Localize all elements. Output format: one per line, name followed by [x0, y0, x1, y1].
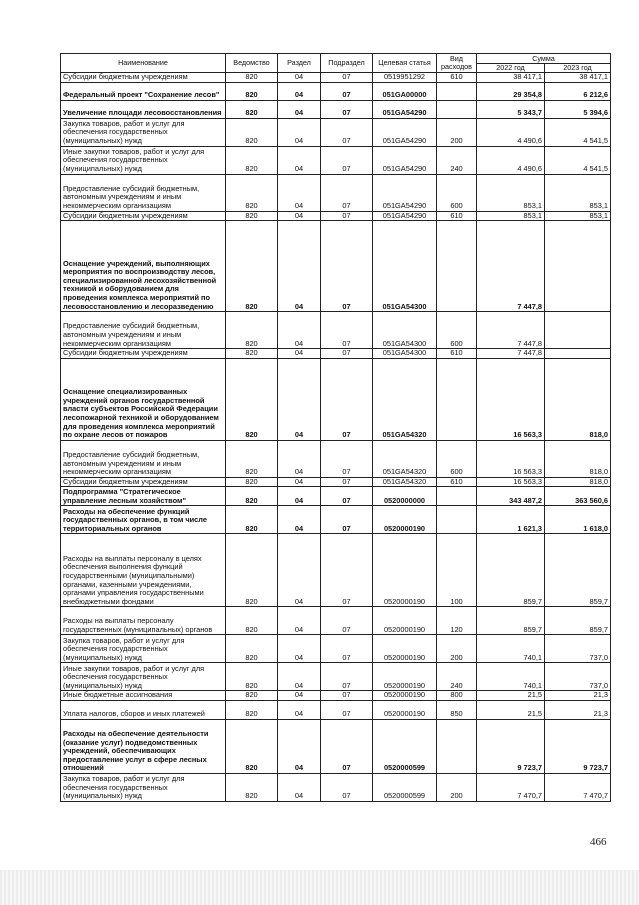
table-row — [61, 211, 611, 221]
cell-2022: 9 723,7 — [477, 719, 545, 773]
cell-exptype: 240 — [437, 663, 477, 691]
cell-name: Расходы на обеспечение функций государственных органов, в том числе территориальных органов — [61, 506, 226, 534]
cell-2023: 4 541,5 — [545, 146, 611, 174]
cell-name: Иные закупки товаров, работ и услуг для обеспечения государственных (муниципальных) нужд — [61, 663, 226, 691]
table-row — [61, 221, 611, 312]
cell-subsection: 07 — [321, 146, 373, 174]
cell-exptype: 600 — [437, 312, 477, 349]
cell-subsection: 07 — [321, 635, 373, 663]
cell-section: 04 — [278, 663, 321, 691]
cell-dept: 820 — [226, 211, 278, 221]
cell-dept: 820 — [226, 691, 278, 701]
cell-2023: 853,1 — [545, 211, 611, 221]
cell-exptype: 610 — [437, 477, 477, 487]
cell-subsection: 07 — [321, 211, 373, 221]
cell-exptype — [437, 358, 477, 440]
cell-2023: 818,0 — [545, 358, 611, 440]
cell-name: Субсидии бюджетным учреждениям — [61, 477, 226, 487]
cell-section: 04 — [278, 82, 321, 100]
cell-exptype: 240 — [437, 146, 477, 174]
cell-2023: 818,0 — [545, 440, 611, 477]
cell-exptype — [437, 506, 477, 534]
cell-target: 0520000599 — [373, 773, 437, 801]
header-subsection: Подраздел — [321, 54, 373, 73]
table-row — [61, 663, 611, 691]
header-2023: 2023 год — [545, 64, 611, 73]
cell-section: 04 — [278, 700, 321, 719]
table-row — [61, 700, 611, 719]
cell-target: 051GA54300 — [373, 349, 437, 359]
header-exptype: Вид расходов — [437, 54, 477, 73]
table-row — [61, 440, 611, 477]
cell-subsection: 07 — [321, 663, 373, 691]
cell-exptype: 200 — [437, 635, 477, 663]
cell-dept: 820 — [226, 73, 278, 83]
cell-name: Предоставление субсидий бюджетным, автономным учреждениям и иным некоммерческим организациям — [61, 312, 226, 349]
cell-subsection: 07 — [321, 607, 373, 635]
table-row — [61, 607, 611, 635]
cell-section: 04 — [278, 146, 321, 174]
cell-name: Оснащение учреждений, выполняющих мероприятия по воспроизводству лесов, специализированной лесохозяйственной техникой и оборудованием для проведения комплекса мероприятий по лесовосстановлению и лесоразведению — [61, 221, 226, 312]
cell-2022: 343 487,2 — [477, 487, 545, 506]
header-target: Целевая статья — [373, 54, 437, 73]
cell-exptype: 610 — [437, 349, 477, 359]
cell-subsection: 07 — [321, 82, 373, 100]
cell-2022: 16 563,3 — [477, 477, 545, 487]
table-row — [61, 635, 611, 663]
cell-2023: 5 394,6 — [545, 100, 611, 118]
cell-subsection: 07 — [321, 312, 373, 349]
cell-name: Оснащение специализированных учреждений органов государственной власти субъектов Российской Федерации лесопожарной техникой и оборудованием для проведения комплекса мероприятий по охране лесов от пожаров — [61, 358, 226, 440]
cell-exptype: 600 — [437, 174, 477, 211]
cell-name: Закупка товаров, работ и услуг для обеспечения государственных (муниципальных) нужд — [61, 773, 226, 801]
cell-target: 0520000190 — [373, 506, 437, 534]
table-row — [61, 312, 611, 349]
cell-2022: 853,1 — [477, 174, 545, 211]
cell-2023: 859,7 — [545, 607, 611, 635]
cell-2023: 818,0 — [545, 477, 611, 487]
cell-2023: 9 723,7 — [545, 719, 611, 773]
table-row — [61, 506, 611, 534]
cell-target: 051GA54320 — [373, 358, 437, 440]
cell-name: Закупка товаров, работ и услуг для обеспечения государственных (муниципальных) нужд — [61, 635, 226, 663]
cell-2023 — [545, 312, 611, 349]
page-number: 466 — [590, 836, 607, 848]
cell-name: Подпрограмма "Стратегическое управление лесным хозяйством" — [61, 487, 226, 506]
table-row — [61, 100, 611, 118]
table-row — [61, 118, 611, 146]
cell-section: 04 — [278, 358, 321, 440]
cell-target: 0520000190 — [373, 663, 437, 691]
header-dept: Ведомство — [226, 54, 278, 73]
cell-subsection: 07 — [321, 773, 373, 801]
cell-2023: 1 618,0 — [545, 506, 611, 534]
cell-dept: 820 — [226, 146, 278, 174]
cell-section: 04 — [278, 440, 321, 477]
cell-target: 0520000190 — [373, 607, 437, 635]
cell-target: 051GA54320 — [373, 440, 437, 477]
table-row — [61, 691, 611, 701]
cell-section: 04 — [278, 312, 321, 349]
cell-2022: 853,1 — [477, 211, 545, 221]
cell-2022: 38 417,1 — [477, 73, 545, 83]
cell-dept: 820 — [226, 700, 278, 719]
table-row — [61, 773, 611, 801]
cell-subsection: 07 — [321, 487, 373, 506]
cell-dept: 820 — [226, 663, 278, 691]
cell-dept: 820 — [226, 773, 278, 801]
cell-subsection: 07 — [321, 358, 373, 440]
cell-name: Иные бюджетные ассигнования — [61, 691, 226, 701]
cell-subsection: 07 — [321, 477, 373, 487]
cell-exptype — [437, 487, 477, 506]
cell-subsection: 07 — [321, 221, 373, 312]
header-sum: Сумма — [477, 54, 611, 64]
cell-exptype: 120 — [437, 607, 477, 635]
cell-2022: 4 490,6 — [477, 118, 545, 146]
cell-name: Расходы на выплаты персоналу в целях обеспечения выполнения функций государственными (муниципальными) органами, казенными учреждениями, органами управления государственными внебюджетными фондами — [61, 534, 226, 607]
cell-2023: 7 470,7 — [545, 773, 611, 801]
cell-section: 04 — [278, 635, 321, 663]
cell-2023: 737,0 — [545, 663, 611, 691]
cell-target: 051GA00000 — [373, 82, 437, 100]
cell-section: 04 — [278, 118, 321, 146]
cell-dept: 820 — [226, 477, 278, 487]
cell-section: 04 — [278, 607, 321, 635]
cell-dept: 820 — [226, 607, 278, 635]
cell-section: 04 — [278, 691, 321, 701]
cell-2022: 29 354,8 — [477, 82, 545, 100]
cell-target: 0520000000 — [373, 487, 437, 506]
cell-section: 04 — [278, 349, 321, 359]
cell-target: 051GA54290 — [373, 118, 437, 146]
cell-subsection: 07 — [321, 700, 373, 719]
cell-exptype: 800 — [437, 691, 477, 701]
cell-2023: 853,1 — [545, 174, 611, 211]
cell-2023 — [545, 349, 611, 359]
cell-2023: 38 417,1 — [545, 73, 611, 83]
cell-dept: 820 — [226, 349, 278, 359]
cell-dept: 820 — [226, 100, 278, 118]
cell-2022: 21,5 — [477, 691, 545, 701]
cell-dept: 820 — [226, 719, 278, 773]
table-row — [61, 487, 611, 506]
cell-dept: 820 — [226, 358, 278, 440]
cell-exptype: 100 — [437, 534, 477, 607]
cell-subsection: 07 — [321, 719, 373, 773]
cell-name: Предоставление субсидий бюджетным, автономным учреждениям и иным некоммерческим организациям — [61, 440, 226, 477]
cell-name: Предоставление субсидий бюджетным, автономным учреждениям и иным некоммерческим организациям — [61, 174, 226, 211]
cell-2022: 21,5 — [477, 700, 545, 719]
cell-2022: 859,7 — [477, 534, 545, 607]
cell-section: 04 — [278, 506, 321, 534]
cell-dept: 820 — [226, 82, 278, 100]
cell-name: Расходы на обеспечение деятельности (оказание услуг) подведомственных учреждений, обеспечивающих предоставление услуг в сфере лесных отношений — [61, 719, 226, 773]
cell-name: Иные закупки товаров, работ и услуг для обеспечения государственных (муниципальных) нужд — [61, 146, 226, 174]
cell-target: 051GA54290 — [373, 100, 437, 118]
cell-dept: 820 — [226, 487, 278, 506]
cell-2023: 859,7 — [545, 534, 611, 607]
cell-subsection: 07 — [321, 118, 373, 146]
scan-bottom-strip — [0, 870, 639, 905]
cell-exptype — [437, 719, 477, 773]
cell-target: 0519951292 — [373, 73, 437, 83]
cell-section: 04 — [278, 73, 321, 83]
cell-section: 04 — [278, 487, 321, 506]
cell-subsection: 07 — [321, 349, 373, 359]
cell-dept: 820 — [226, 534, 278, 607]
cell-subsection: 07 — [321, 100, 373, 118]
cell-exptype: 600 — [437, 440, 477, 477]
cell-2022: 5 343,7 — [477, 100, 545, 118]
cell-target: 051GA54320 — [373, 477, 437, 487]
cell-2022: 7 470,7 — [477, 773, 545, 801]
table-row — [61, 534, 611, 607]
cell-name: Субсидии бюджетным учреждениям — [61, 73, 226, 83]
cell-section: 04 — [278, 719, 321, 773]
budget-table — [60, 53, 611, 802]
cell-exptype — [437, 221, 477, 312]
table-row — [61, 719, 611, 773]
header-name: Наименование — [61, 54, 226, 73]
cell-name: Увеличение площади лесовосстановления — [61, 100, 226, 118]
cell-name: Субсидии бюджетным учреждениям — [61, 349, 226, 359]
header-2022: 2022 год — [477, 64, 545, 73]
cell-target: 051GA54300 — [373, 312, 437, 349]
cell-name: Закупка товаров, работ и услуг для обеспечения государственных (муниципальных) нужд — [61, 118, 226, 146]
cell-2023: 6 212,6 — [545, 82, 611, 100]
cell-2023: 363 560,6 — [545, 487, 611, 506]
table-row — [61, 349, 611, 359]
table-body — [61, 73, 611, 802]
cell-2022: 859,7 — [477, 607, 545, 635]
cell-dept: 820 — [226, 312, 278, 349]
cell-target: 051GA54290 — [373, 146, 437, 174]
cell-target: 0520000190 — [373, 534, 437, 607]
cell-2022: 7 447,8 — [477, 312, 545, 349]
cell-2022: 1 621,3 — [477, 506, 545, 534]
cell-exptype: 200 — [437, 773, 477, 801]
cell-2022: 740,1 — [477, 663, 545, 691]
cell-subsection: 07 — [321, 691, 373, 701]
cell-2023: 737,0 — [545, 635, 611, 663]
cell-2022: 7 447,8 — [477, 349, 545, 359]
table-row — [61, 82, 611, 100]
cell-2022: 4 490,6 — [477, 146, 545, 174]
cell-exptype — [437, 100, 477, 118]
table-row — [61, 477, 611, 487]
cell-dept: 820 — [226, 174, 278, 211]
cell-target: 051GA54300 — [373, 221, 437, 312]
table-row — [61, 358, 611, 440]
cell-dept: 820 — [226, 440, 278, 477]
cell-target: 0520000599 — [373, 719, 437, 773]
cell-exptype: 850 — [437, 700, 477, 719]
cell-section: 04 — [278, 211, 321, 221]
cell-dept: 820 — [226, 118, 278, 146]
cell-subsection: 07 — [321, 73, 373, 83]
cell-subsection: 07 — [321, 440, 373, 477]
cell-exptype: 610 — [437, 211, 477, 221]
cell-subsection: 07 — [321, 506, 373, 534]
cell-section: 04 — [278, 477, 321, 487]
cell-section: 04 — [278, 174, 321, 211]
cell-section: 04 — [278, 221, 321, 312]
cell-exptype: 610 — [437, 73, 477, 83]
cell-target: 051GA54290 — [373, 174, 437, 211]
cell-dept: 820 — [226, 635, 278, 663]
table-row — [61, 174, 611, 211]
cell-2023: 21,3 — [545, 700, 611, 719]
header-section: Раздел — [278, 54, 321, 73]
cell-section: 04 — [278, 534, 321, 607]
cell-2022: 7 447,8 — [477, 221, 545, 312]
cell-2023: 21,3 — [545, 691, 611, 701]
cell-dept: 820 — [226, 506, 278, 534]
cell-2023: 4 541,5 — [545, 118, 611, 146]
table-row — [61, 146, 611, 174]
cell-subsection: 07 — [321, 534, 373, 607]
cell-target: 0520000190 — [373, 700, 437, 719]
cell-exptype — [437, 82, 477, 100]
cell-target: 0520000190 — [373, 691, 437, 701]
cell-2022: 16 563,3 — [477, 358, 545, 440]
cell-name: Уплата налогов, сборов и иных платежей — [61, 700, 226, 719]
cell-2022: 16 563,3 — [477, 440, 545, 477]
cell-2022: 740,1 — [477, 635, 545, 663]
cell-exptype: 200 — [437, 118, 477, 146]
cell-section: 04 — [278, 100, 321, 118]
cell-target: 051GA54290 — [373, 211, 437, 221]
cell-name: Субсидии бюджетным учреждениям — [61, 211, 226, 221]
cell-target: 0520000190 — [373, 635, 437, 663]
cell-section: 04 — [278, 773, 321, 801]
cell-dept: 820 — [226, 221, 278, 312]
cell-2023 — [545, 221, 611, 312]
cell-name: Расходы на выплаты персоналу государственных (муниципальных) органов — [61, 607, 226, 635]
cell-subsection: 07 — [321, 174, 373, 211]
cell-name: Федеральный проект "Сохранение лесов" — [61, 82, 226, 100]
table-row — [61, 73, 611, 83]
